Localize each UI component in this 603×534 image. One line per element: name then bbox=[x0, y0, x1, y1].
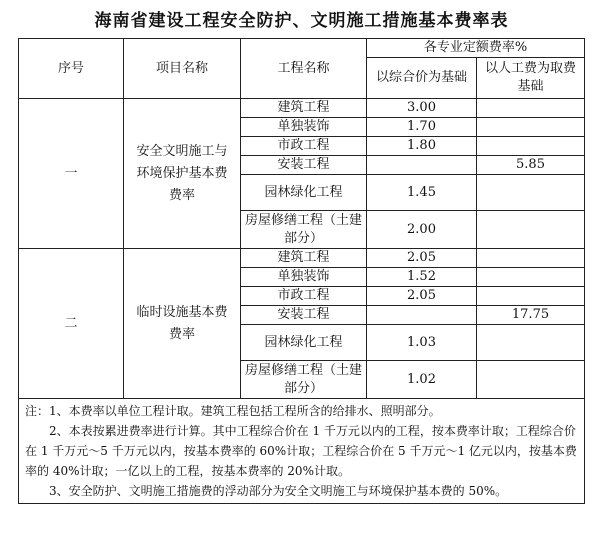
rate-total-cell: 1.70 bbox=[367, 118, 477, 137]
rate-labor-cell bbox=[477, 361, 585, 399]
header-rate-group: 各专业定额费率% bbox=[367, 39, 585, 58]
rate-labor-cell: 17.75 bbox=[477, 306, 585, 325]
rate-total-cell bbox=[367, 156, 477, 175]
rate-total-cell: 1.80 bbox=[367, 137, 477, 156]
rate-labor-cell bbox=[477, 249, 585, 268]
page-title: 海南省建设工程安全防护、文明施工措施基本费率表 bbox=[94, 11, 509, 31]
project-name-cell: 房屋修缮工程（土建部分） bbox=[241, 361, 367, 399]
group-item-name: 安全文明施工与环境保护基本费费率 bbox=[124, 99, 241, 249]
rate-total-cell: 2.05 bbox=[367, 287, 477, 306]
header-seq: 序号 bbox=[19, 39, 124, 99]
note-3: 3、安全防护、文明施工措施费的浮动部分为安全文明施工与环境保护基本费的 50%。 bbox=[49, 484, 508, 498]
rate-labor-cell bbox=[477, 211, 585, 249]
rate-total-cell: 2.00 bbox=[367, 211, 477, 249]
rate-total-cell: 1.52 bbox=[367, 268, 477, 287]
project-name-cell: 园林绿化工程 bbox=[241, 325, 367, 361]
rate-total-cell bbox=[367, 306, 477, 325]
project-name-cell: 建筑工程 bbox=[241, 99, 367, 118]
header-base-total: 以综合价为基础 bbox=[367, 58, 477, 99]
project-name-cell: 单独装饰 bbox=[241, 268, 367, 287]
notes-cell bbox=[19, 399, 585, 504]
table-row bbox=[19, 99, 585, 118]
header-base-labor: 以人工费为取费基础 bbox=[477, 58, 585, 99]
project-name-cell: 安装工程 bbox=[241, 306, 367, 325]
rate-labor-cell bbox=[477, 118, 585, 137]
rate-labor-cell bbox=[477, 287, 585, 306]
project-name-cell: 市政工程 bbox=[241, 137, 367, 156]
note-1: 注：1、本费率以单位工程计取。建筑工程包括工程所含的给排水、照明部分。 bbox=[25, 404, 441, 418]
rate-total-cell: 1.03 bbox=[367, 325, 477, 361]
group-seq: 一 bbox=[19, 99, 124, 249]
project-name-cell: 单独装饰 bbox=[241, 118, 367, 137]
project-name-cell: 建筑工程 bbox=[241, 249, 367, 268]
project-name-cell: 安装工程 bbox=[241, 156, 367, 175]
group-seq: 二 bbox=[19, 249, 124, 399]
project-name-cell: 市政工程 bbox=[241, 287, 367, 306]
rate-labor-cell: 5.85 bbox=[477, 156, 585, 175]
table-row bbox=[19, 249, 585, 268]
project-name-cell: 房屋修缮工程（土建部分） bbox=[241, 211, 367, 249]
rate-total-cell: 1.45 bbox=[367, 175, 477, 211]
rate-labor-cell bbox=[477, 268, 585, 287]
rate-labor-cell bbox=[477, 325, 585, 361]
project-name-cell: 园林绿化工程 bbox=[241, 175, 367, 211]
rate-total-cell: 2.05 bbox=[367, 249, 477, 268]
rate-labor-cell bbox=[477, 99, 585, 118]
rate-total-cell: 3.00 bbox=[367, 99, 477, 118]
rate-labor-cell bbox=[477, 175, 585, 211]
rate-total-cell: 1.02 bbox=[367, 361, 477, 399]
note-2: 2、本表按累进费率进行计算。其中工程综合价在 1 千万元以内的工程，按本费率计取；工程综合价在 1 千万元～5 千万元以内，按基本费率的 60%计取；工程综合价在 5 千万元～1 亿元以内，按基本费率的 40%计取；一亿以上的工程，按基本费率的 20%计取。 bbox=[25, 424, 577, 478]
header-project-name: 工程名称 bbox=[241, 39, 367, 99]
group-item-name: 临时设施基本费费率 bbox=[124, 249, 241, 399]
fee-rate-table bbox=[18, 38, 585, 504]
header-item-name: 项目名称 bbox=[124, 39, 241, 99]
rate-labor-cell bbox=[477, 137, 585, 156]
